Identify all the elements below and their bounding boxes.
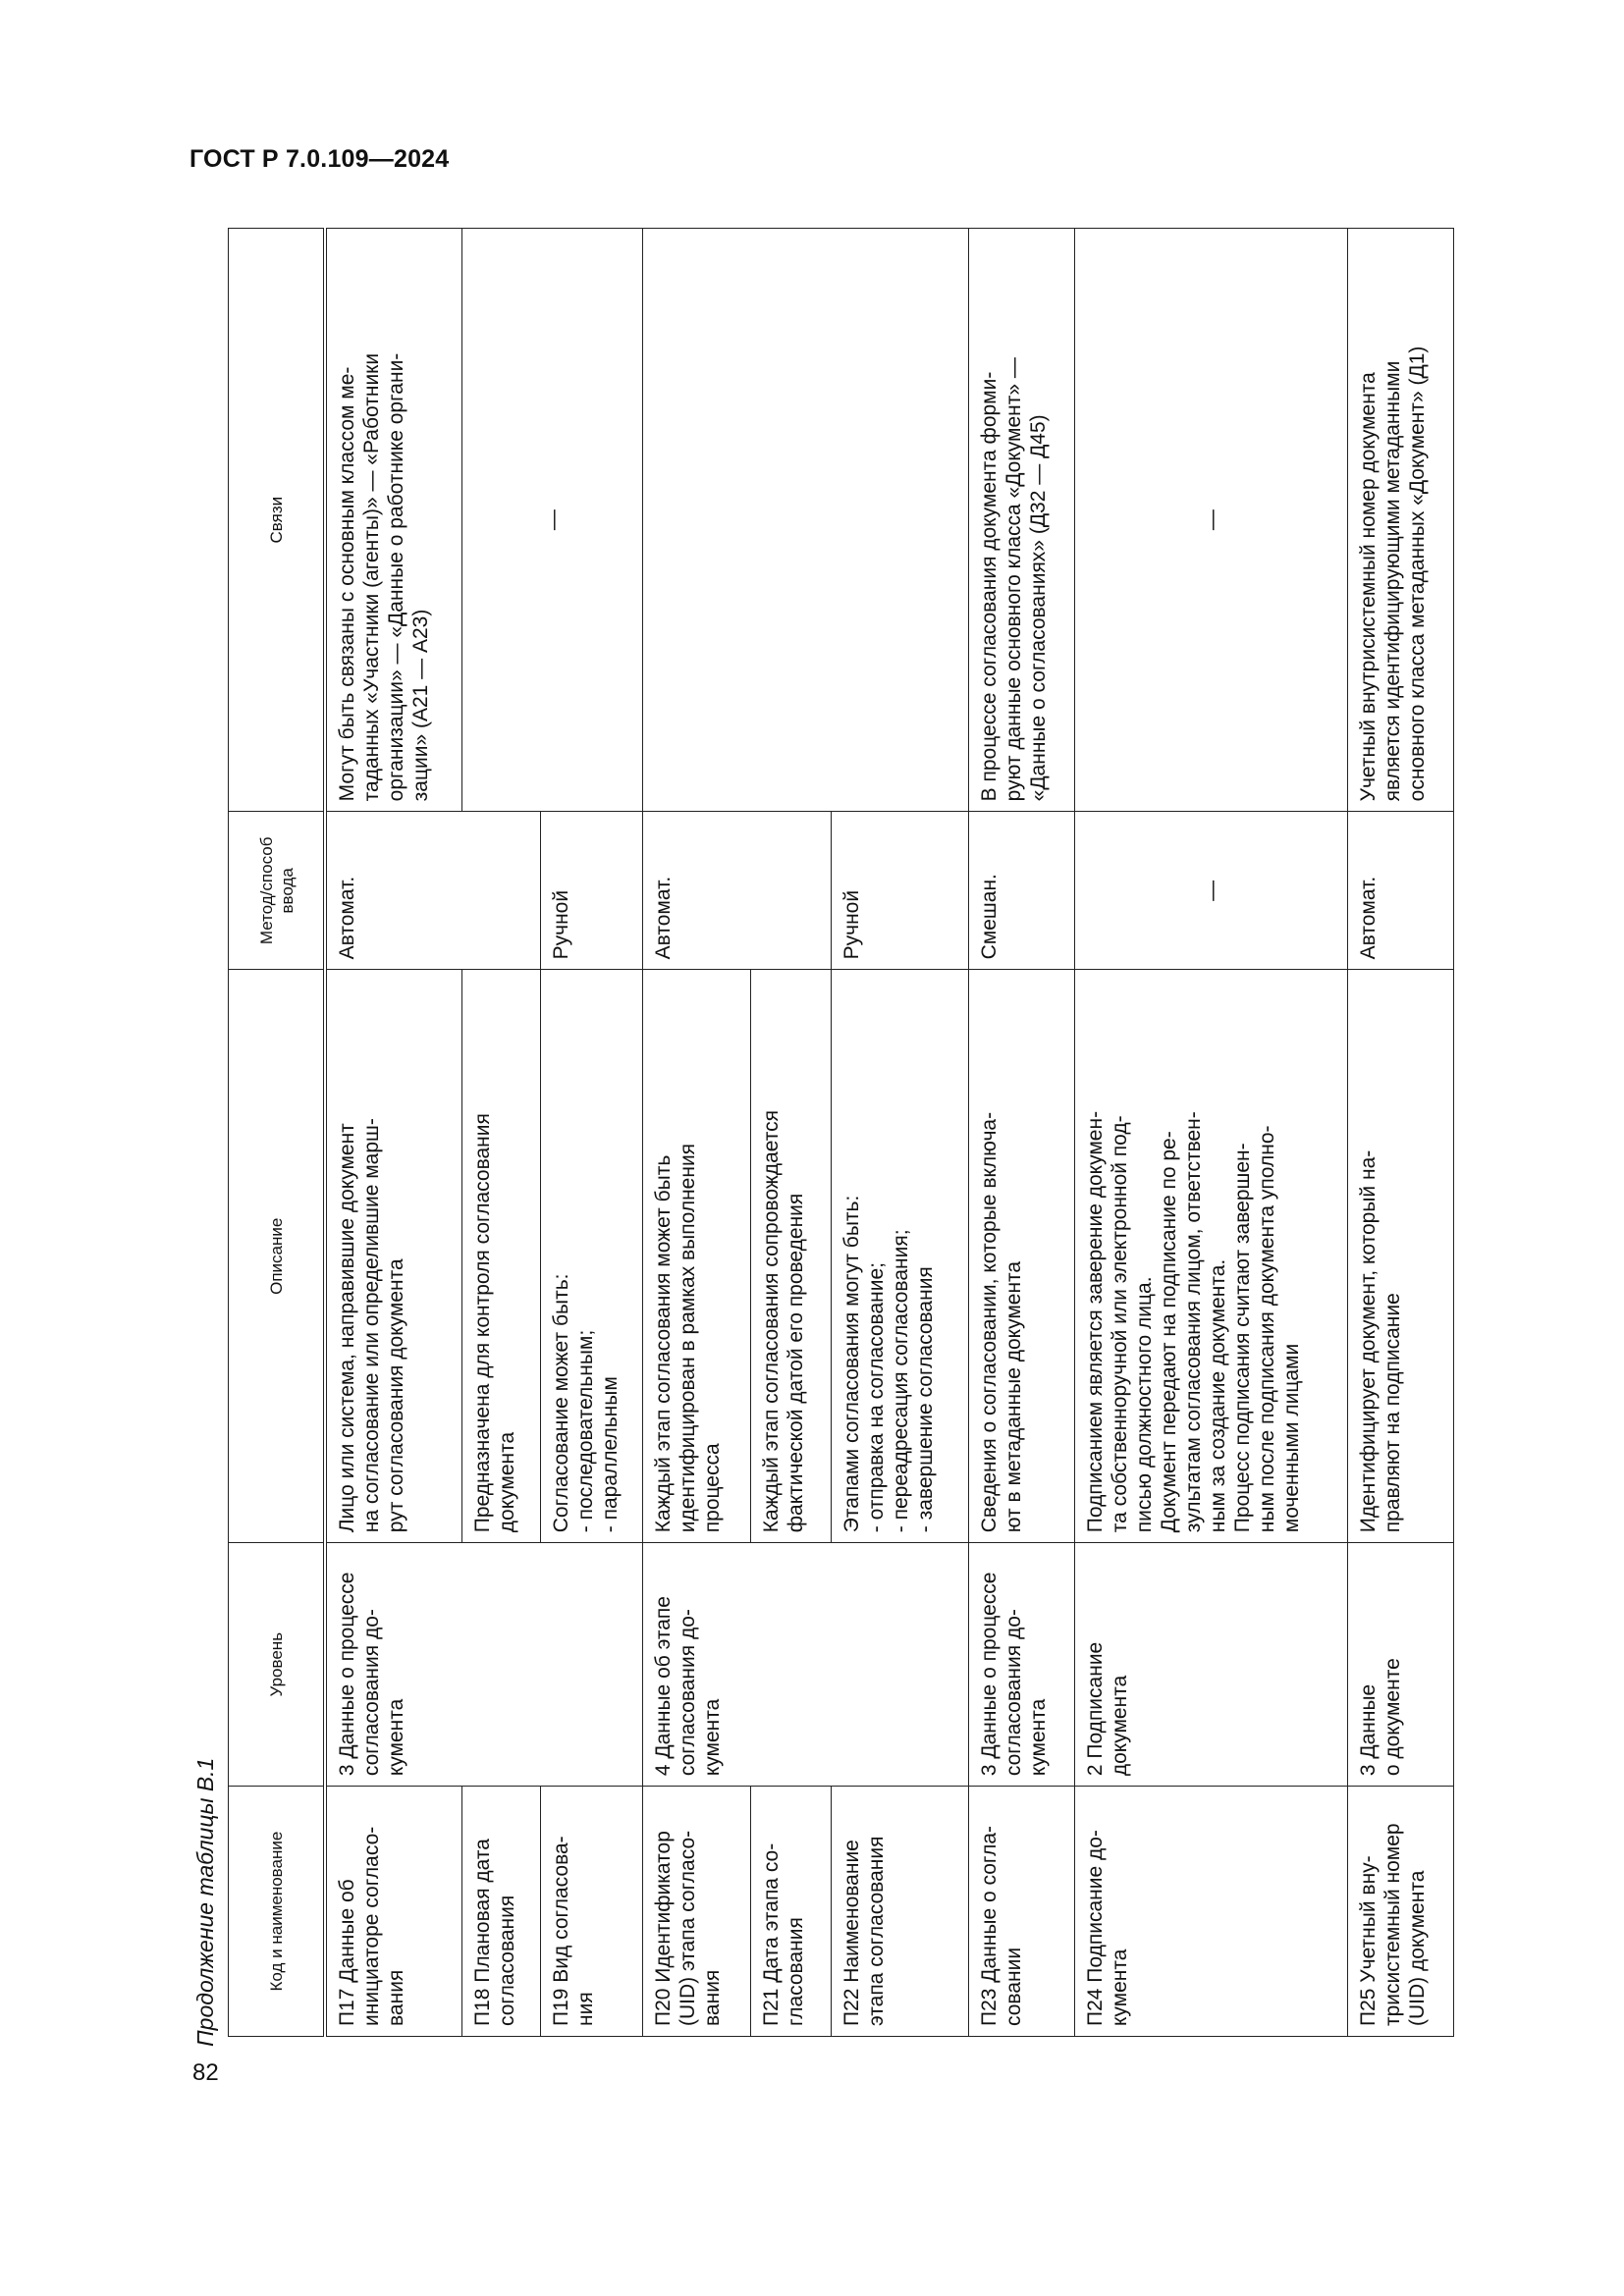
cell-method: — (1075, 812, 1348, 970)
column-header-links: Связи (229, 229, 325, 812)
cell-method: Ручной (832, 812, 969, 970)
cell-description: Лицо или система, направившие документ на согласование или определившие марш- рут согласования документа (325, 970, 462, 1543)
cell-level: 2 Подписание документа (1075, 1543, 1348, 1787)
table-row (325, 229, 462, 2037)
cell-method: Автомат. (643, 812, 832, 970)
cell-description: Каждый этап согласования может быть идентифицирован в рамках выполнения процесса (643, 970, 751, 1543)
cell-code: П22 Наименование этапа согласования (832, 1787, 969, 2037)
cell-description: Подписанием является заверение докумен- та собственноручной или электронной под- писью должностного лица. Документ передают на подписание по ре- зультатам согласования лицом, ответствен- ным за создание документа. Процесс подписания считают завершен- ным после подписания документа уполно- моченными лицами (1075, 970, 1348, 1543)
cell-code: П21 Дата этапа со- гласования (751, 1787, 832, 2037)
column-header-description: Описание (229, 970, 325, 1543)
table-row (1075, 229, 1348, 2037)
table-row (969, 229, 1075, 2037)
cell-method: Автомат. (1348, 812, 1454, 970)
cell-code: П24 Подписание до- кумента (1075, 1787, 1348, 2037)
cell-level: 4 Данные об этапе согласования до- кумента (643, 1543, 969, 1787)
table-row (643, 229, 751, 2037)
cell-links: — (462, 229, 643, 812)
cell-description: Предназначена для контроля согласования документа (462, 970, 541, 1543)
cell-method: Смешан. (969, 812, 1075, 970)
document-header: ГОСТ Р 7.0.109—2024 (189, 145, 450, 173)
cell-level: 3 Данные о документе (1348, 1543, 1454, 1787)
cell-code: П19 Вид согласова- ния (541, 1787, 643, 2037)
table-header-row (229, 229, 325, 2037)
cell-description: Идентифицирует документ, который на- правляют на подписание (1348, 970, 1454, 1543)
column-header-method: Метод/способ ввода (229, 812, 325, 970)
cell-links: В процессе согласования документа форми- руют данные основного класса «Документ» — «Данные о согласованиях» (Д32 — Д45) (969, 229, 1075, 812)
cell-description: Каждый этап согласования сопровождается фактической датой его проведения (751, 970, 832, 1543)
column-header-level: Уровень (229, 1543, 325, 1787)
cell-method: Ручной (541, 812, 643, 970)
cell-links: Могут быть связаны с основным классом ме- таданных «Участники (агенты)» — «Работники организации» — «Данные о работнике органи- зации» (А21 — А23) (325, 229, 462, 812)
cell-description: Сведения о согласовании, которые включа- ют в метаданные документа (969, 970, 1075, 1543)
cell-code: П25 Учетный вну- трисистемный номер (UID) документа (1348, 1787, 1454, 2037)
cell-links: Учетный внутрисистемный номер документа является идентифицирующими метаданными основного класса метаданных «Документ» (Д1) (1348, 229, 1454, 812)
table-row (1348, 229, 1454, 2037)
cell-code: П18 Плановая дата согласования (462, 1787, 541, 2037)
cell-code: П20 Идентификатор (UID) этапа согласо- вания (643, 1787, 751, 2037)
metadata-table (228, 228, 1454, 2037)
rotated-table (228, 228, 1454, 2037)
column-header-code: Код и наименование (229, 1787, 325, 2037)
cell-level: 3 Данные о процессе согласования до- кумента (969, 1543, 1075, 1787)
cell-level: 3 Данные о процессе согласования до- кумента (325, 1543, 643, 1787)
cell-code: П17 Данные об инициаторе согласо- вания (325, 1787, 462, 2037)
cell-method: Автомат. (325, 812, 541, 970)
cell-code: П23 Данные о согла- совании (969, 1787, 1075, 2037)
cell-description: Этапами согласования могут быть: - отправка на согласование; - переадресация согласования; - завершение согласования (832, 970, 969, 1543)
cell-links: — (1075, 229, 1348, 812)
table-caption: Продолжение таблицы В.1 (192, 1757, 218, 2047)
cell-links-empty (643, 229, 969, 812)
cell-description: Согласование может быть: - последовательным; - параллельным (541, 970, 643, 1543)
page-number: 82 (192, 2059, 219, 2086)
